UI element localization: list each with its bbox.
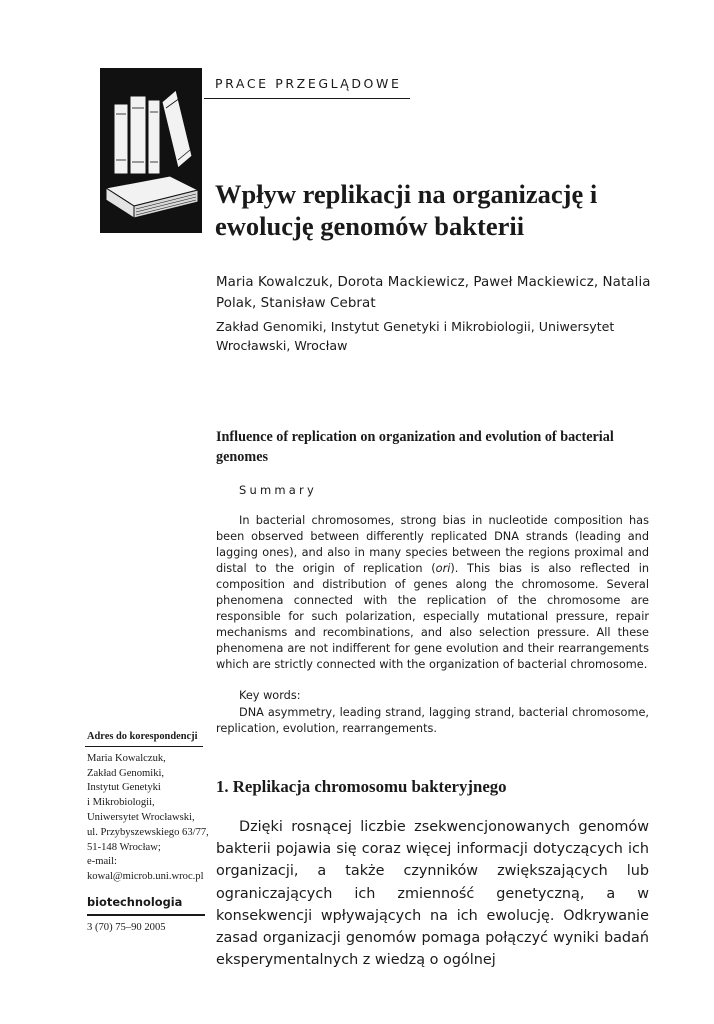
abstract-text-1: In bacterial chromosomes, strong bias in nucleotide composition has been observed between differently replicated DNA strands (leading and lagging ones), and also in many species between the regions proximal and distal to the origin of replication (: [216, 514, 649, 575]
journal-info: [87, 895, 205, 933]
correspondence-heading: Adres do korespondencji: [87, 731, 198, 742]
correspondence-line: Uniwersytet Wrocławski,: [87, 811, 195, 823]
books-logo-icon: [100, 68, 202, 233]
correspondence-rule: [85, 746, 203, 747]
abstract-text-2: ). This bias is also reflected in composition and distribution of genes along the chromosome. Several phenomena connected with the replication of the chromosome are responsible for such polarization, especially mutational pressure, repair mechanisms and recombinations, and also selection pressure. All these phenomena are not indifferent for gene evolution and their rearrangements which are strictly connected with the organization of bacterial chromosome.: [216, 562, 650, 671]
correspondence-line: 51-148 Wrocław;: [87, 841, 161, 853]
correspondence-line: i Mikrobiologii,: [87, 797, 155, 809]
abstract-ori: ori: [435, 562, 451, 575]
body-paragraph: Dzięki rosnącej liczbie zsekwencjonowanych genomów bakterii pojawia się coraz więcej informacji dotyczących ich organizacji, a także czynników zwiększających lub ograniczających ich zmienność genetyczną, a w konsekwencji wpływających na ich ewolucję. Odkrywanie zasad organizacji genomów pomaga połączyć wyniki badań eksperymentalnych z wiedzą o ogólnej: [216, 819, 649, 969]
correspondence-box: [87, 730, 209, 885]
section-label: PRACE PRZEGLĄDOWE: [215, 76, 402, 91]
correspondence-line: e-mail:: [87, 856, 118, 868]
section-heading: 1. Replikacja chromosomu bakteryjnego: [216, 777, 507, 796]
affiliation: Zakład Genomiki, Instytut Genetyki i Mikrobiologii, Uniwersytet Wrocławski, Wrocław: [216, 319, 615, 353]
journal-name: biotechnologia: [87, 895, 183, 909]
summary-label: Summary: [239, 483, 317, 497]
keywords: DNA asymmetry, leading strand, lagging strand, bacterial chromosome, replication, evolution, rearrangements.: [216, 706, 649, 735]
journal-rule: [87, 914, 205, 916]
header-rule: [204, 98, 410, 99]
article-title: Wpływ replikacji na organizację i ewolucję genomów bakterii: [215, 179, 598, 241]
correspondence-line: Maria Kowalczuk,: [87, 752, 166, 764]
journal-issue: 3 (70) 75–90 2005: [87, 921, 166, 933]
correspondence-line: ul. Przybyszewskiego 63/77,: [87, 826, 209, 838]
keywords-label: Key words:: [239, 689, 301, 702]
english-title: Influence of replication on organization and evolution of bacterial genomes: [216, 429, 614, 465]
correspondence-line: Zakład Genomiki,: [87, 767, 165, 779]
authors: Maria Kowalczuk, Dorota Mackiewicz, Paweł Mackiewicz, Natalia Polak, Stanisław Cebrat: [216, 275, 651, 311]
correspondence-line: Instytut Genetyki: [87, 782, 161, 794]
correspondence-email: kowal@microb.uni.wroc.pl: [87, 871, 204, 883]
abstract: [216, 513, 649, 673]
